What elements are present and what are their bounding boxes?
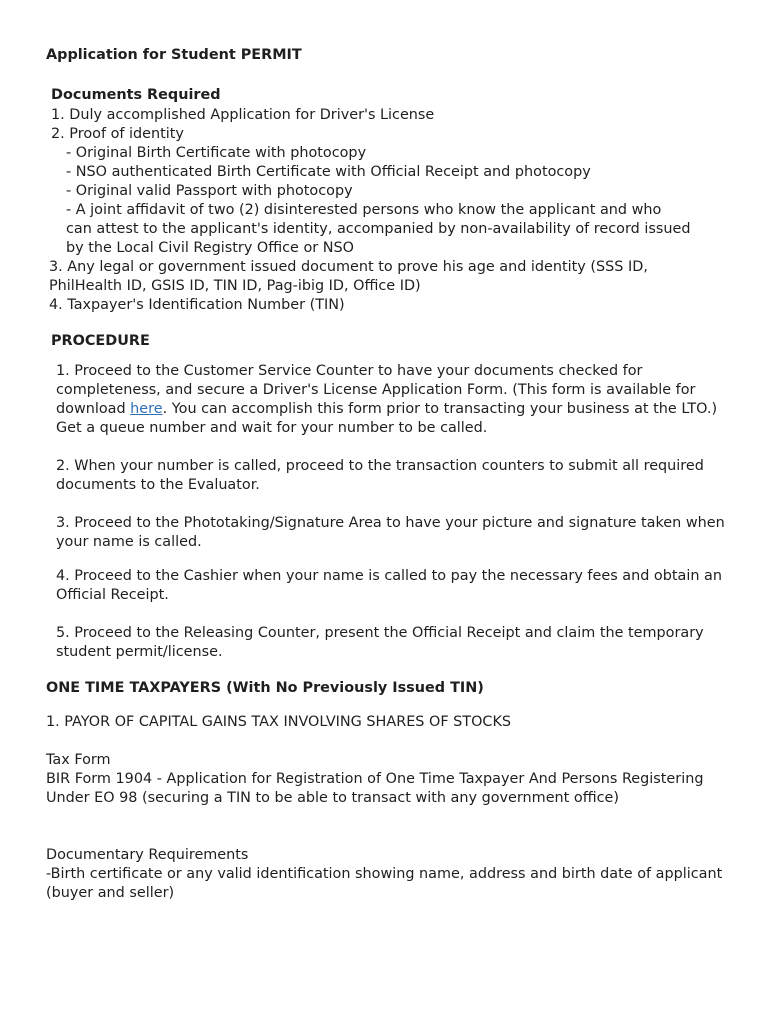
doc-item-4: 4. Taxpayer's Identification Number (TIN) — [49, 297, 345, 313]
payor-heading: 1. PAYOR OF CAPITAL GAINS TAX INVOLVING SHARES OF STOCKS — [46, 714, 512, 730]
doc-item-2: 2. Proof of identity — [51, 126, 184, 142]
doc-item-3-line-1: 3. Any legal or government issued document to prove his age and identity (SSS ID, — [49, 259, 648, 275]
doc-item-1: 1. Duly accomplished Application for Driver's License — [51, 107, 435, 123]
procedure-step-3: 3. Proceed to the Phototaking/Signature Area to have your picture and signature taken when your name is called. — [56, 515, 725, 550]
procedure-heading: PROCEDURE — [51, 333, 150, 349]
doc-subitem-affidavit-line-2: can attest to the applicant's identity, accompanied by non-availability of record issued — [66, 221, 691, 237]
procedure-step-1-text-a: 1. Proceed to the Customer Service Counter to have your documents checked for completeness, and secure a Driver's License Application Form. (This form is available for download — [56, 363, 696, 417]
tax-form-label: Tax Form — [46, 752, 111, 768]
doc-subitem-affidavit-line-3: by the Local Civil Registry Office or NSO — [66, 240, 355, 256]
download-form-link[interactable]: here — [130, 401, 163, 417]
doc-subitem-affidavit-line-1: - A joint affidavit of two (2) disinterested persons who know the applicant and who — [66, 202, 662, 218]
one-time-taxpayers-heading: ONE TIME TAXPAYERS (With No Previously Issued TIN) — [46, 680, 484, 696]
documents-required-list — [51, 106, 741, 315]
doc-subitem-nso-certificate: - NSO authenticated Birth Certificate with Official Receipt and photocopy — [66, 164, 591, 180]
procedure-step-5: 5. Proceed to the Releasing Counter, present the Official Receipt and claim the temporary student permit/license. — [56, 625, 704, 660]
documents-required-heading: Documents Required — [51, 87, 221, 103]
procedure-step-2: 2. When your number is called, proceed to the transaction counters to submit all required documents to the Evaluator. — [56, 458, 704, 493]
procedure-step-4: 4. Proceed to the Cashier when your name is called to pay the necessary fees and obtain an Official Receipt. — [56, 568, 722, 603]
page-title: Application for Student PERMIT — [46, 47, 302, 63]
tax-form-text: BIR Form 1904 - Application for Registration of One Time Taxpayer And Persons Registering Under EO 98 (securing a TIN to be able to transact with any government office) — [46, 771, 704, 806]
procedure-step-1 — [56, 362, 726, 438]
procedure-step-1-text-b: . You can accomplish this form prior to transacting your business at the LTO.) Get a queue number and wait for your number to be called. — [56, 401, 718, 436]
documentary-requirements-label: Documentary Requirements — [46, 847, 249, 863]
documentary-requirements-text: -Birth certificate or any valid identification showing name, address and birth date of applicant (buyer and seller) — [46, 866, 723, 901]
doc-subitem-passport: - Original valid Passport with photocopy — [66, 183, 353, 199]
doc-item-3-line-2: PhilHealth ID, GSIS ID, TIN ID, Pag-ibig ID, Office ID) — [49, 278, 421, 294]
doc-subitem-birth-certificate: - Original Birth Certificate with photocopy — [66, 145, 367, 161]
